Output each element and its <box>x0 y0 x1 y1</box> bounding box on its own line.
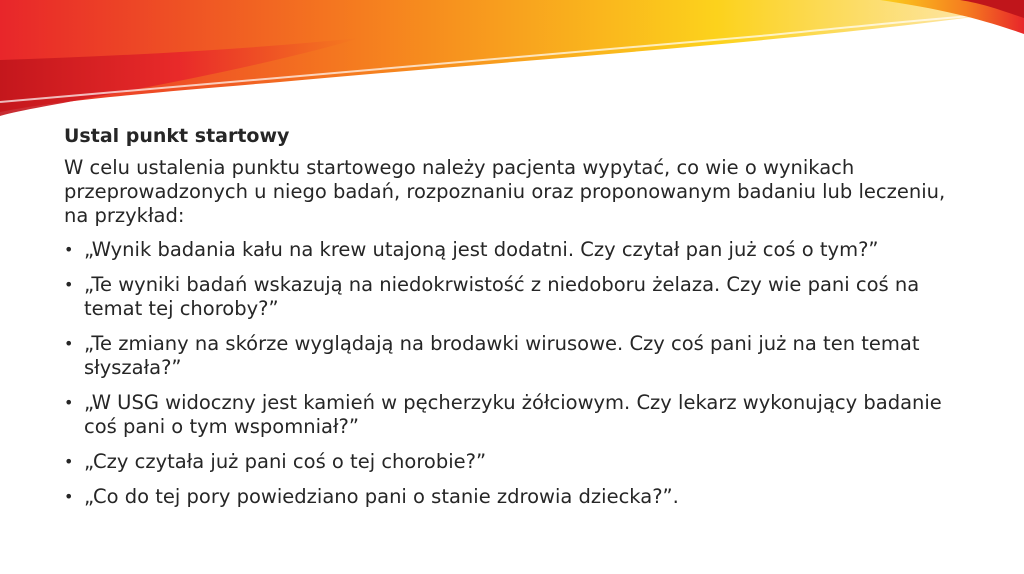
list-item <box>64 391 964 439</box>
list-item <box>64 238 964 262</box>
bullet-icon: • <box>64 452 74 471</box>
list-item-text: „Wynik badania kału na krew utajoną jest dodatni. Czy czytał pan już coś o tym?” <box>84 238 879 261</box>
list-item <box>64 273 964 321</box>
list-item-text: „W USG widoczny jest kamień w pęcherzyku żółciowym. Czy lekarz wykonujący badanie coś pani o tym wspomniał?” <box>84 391 942 438</box>
bullet-icon: • <box>64 275 74 294</box>
decorative-wave-banner <box>0 0 1024 140</box>
slide-heading: Ustal punkt startowy <box>64 125 290 147</box>
list-item <box>64 485 964 509</box>
bullet-list <box>64 238 964 509</box>
bullet-icon: • <box>64 393 74 412</box>
bullet-icon: • <box>64 334 74 353</box>
bullet-icon: • <box>64 487 74 506</box>
list-item <box>64 450 964 474</box>
intro-paragraph: W celu ustalenia punktu startowego należy pacjenta wypytać, co wie o wynikach przeprowadzonych u niego badań, rozpoznaniu oraz proponowanym badaniu lub leczeniu, na przykład: <box>64 156 946 227</box>
bullet-icon: • <box>64 240 74 259</box>
list-item-text: „Co do tej pory powiedziano pani o stanie zdrowia dziecka?”. <box>84 485 679 508</box>
list-item-text: „Te zmiany na skórze wyglądają na brodawki wirusowe. Czy coś pani już na ten temat słyszała?” <box>84 332 920 379</box>
slide-content <box>64 124 964 520</box>
list-item-text: „Czy czytała już pani coś o tej chorobie?” <box>84 450 487 473</box>
list-item-text: „Te wyniki badań wskazują na niedokrwistość z niedoboru żelaza. Czy wie pani coś na temat tej choroby?” <box>84 273 920 320</box>
list-item <box>64 332 964 380</box>
